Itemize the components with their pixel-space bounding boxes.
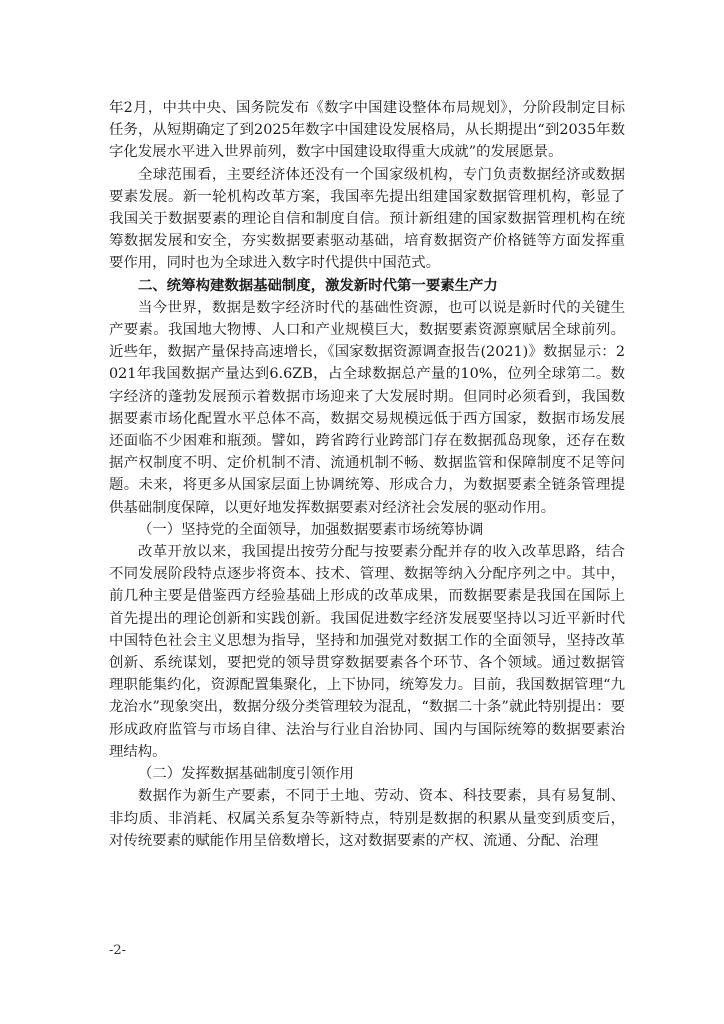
subheading-1: （一）坚持党的全面领导，加强数据要素市场统筹协调 [138, 521, 484, 538]
paragraph-global-view: 全球范围看，主要经济体还没有一个国家级机构，专门负责数据经济或数据要素发展。新一轮机构改革方案，我国率先提出组建国家数据管理机构，彰显了我国关于数据要素的理论自信和制度自信。预计新组建的国家数据管理机构在统筹数据发展和安全，夯实数据要素驱动基础，培育数据资产价格链等方面发挥重要作用，同时也为全球进入数字时代提供中国范式。 [109, 166, 625, 272]
page-number: -2- [109, 943, 127, 958]
paragraph-new-factor: 数据作为新生产要素，不同于土地、劳动、资本、科技要素，具有易复制、非均质、非消耗、权属关系复杂等新特点，特别是数据的积累从量变到质变后，对传统要素的赋能作用呈倍数增长，这对数据要素的产权、流通、分配、治理 [109, 788, 625, 849]
section-heading-2: 二、统筹构建数据基础制度，激发新时代第一要素生产力 [138, 276, 498, 294]
subheading-2: （二）发挥数据基础制度引领作用 [138, 766, 354, 783]
document-body [109, 97, 625, 852]
paragraph-reform: 改革开放以来，我国提出按劳分配与按要素分配并存的收入改革思路，结合不同发展阶段特点逐步将资本、技术、管理、数据等纳入分配序列之中。其中，前几种主要是借鉴西方经验基础上形成的改革成果，而数据要素是我国在国际上首先提出的理论创新和实践创新。我国促进数字经济发展要坚持以习近平新时代中国特色社会主义思想为指导，坚持和加强党对数据工作的全面领导，坚持改革创新、系统谋划，要把党的领导贯穿数据要素各个环节、各个领域。通过数据管理职能集约化，资源配置集聚化，上下协同，统筹发力。目前，我国数据管理“九龙治水”现象突出，数据分级分类管理较为混乱，“数据二十条”就此特别提出：要形成政府监管与市场自律、法治与行业自治协同、国内与国际统筹的数据要素治理结构。 [109, 544, 625, 760]
paragraph-data-resources: 当今世界，数据是数字经济时代的基础性资源，也可以说是新时代的关键生产要素。我国地大物博、人口和产业规模巨大，数据要素资源禀赋居全球前列。近些年，数据产量保持高速增长，《国家数据资源调查报告(2021)》数据显示：2021年我国数据产量达到6.6ZB，占全球数据总产量的10%，位列全球第二。数字经济的蓬勃发展预示着数据市场迎来了大发展时期。但同时必须看到，我国数据要素市场化配置水平总体不高，数据交易规模远低于西方国家，数据市场发展还面临不少困难和瓶颈。譬如，跨省跨行业跨部门存在数据孤岛现象，还存在数据产权制度不明、定价机制不清、流通机制不畅、数据监管和保障制度不足等问题。未来，将更多从国家层面上协调统筹、形成合力，为数据要素全链条管理提供基础制度保障，以更好地发挥数据要素对经济社会发展的驱动作用。 [109, 299, 625, 516]
paragraph-plan-intro: 年2月，中共中央、国务院发布《数字中国建设整体布局规划》，分阶段制定目标任务，从短期确定了到2025年数字中国建设发展格局，从长期提出“到2035年数字化发展水平进入世界前列，数字中国建设取得重大成就”的发展愿景。 [109, 100, 625, 161]
